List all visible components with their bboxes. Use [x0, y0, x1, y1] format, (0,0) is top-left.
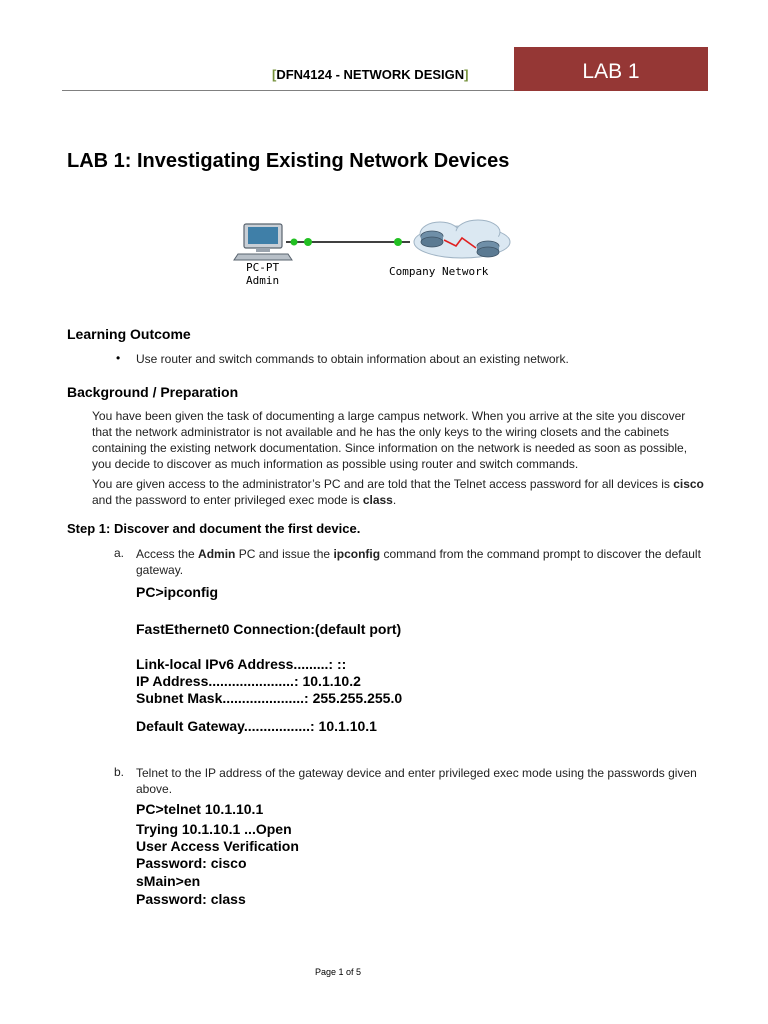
router-icon [421, 231, 443, 247]
terminal-line: Default Gateway.................: 10.1.10.1 [136, 718, 377, 734]
bracket-close: ] [464, 67, 469, 82]
step-a-text: Access the Admin PC and issue the ipconfig command from the command prompt to discover the default gateway. [136, 547, 701, 577]
lab-badge-label: LAB 1 [582, 60, 640, 83]
pc-icon [234, 224, 292, 260]
section-heading-background: Background / Preparation [67, 384, 239, 400]
lab-badge [514, 47, 708, 91]
terminal-line: User Access Verification [136, 838, 299, 854]
terminal-line: Trying 10.1.10.1 ...Open [136, 821, 292, 837]
network-diagram [200, 212, 540, 292]
terminal-line: IP Address......................: 10.1.10.2 [136, 673, 361, 689]
step-a-letter: a. [114, 546, 125, 560]
terminal-line: Password: class [136, 891, 246, 907]
link-node-right [394, 238, 402, 246]
header-rule [62, 90, 514, 91]
page-title: LAB 1: Investigating Existing Network Devices [67, 150, 510, 172]
pc-label-line1: PC-PT [246, 261, 280, 274]
terminal-line: FastEthernet0 Connection:(default port) [136, 621, 402, 637]
background-paragraph-2: You are given access to the administrator’s PC and are told that the Telnet access password for all devices is cisco and the password to enter privileged exec mode is class. [92, 477, 704, 507]
background-paragraph-1: You have been given the task of documenting a large campus network. When you arrive at the site you discover that the network administrator is not available and he has the only keys to the wiring closets and the cabinets containing the existing network documentation. Since information on the network is needed as soon as possible, you decide to discover as much information as possible using router and switch commands. [92, 409, 688, 471]
terminal-line: Subnet Mask.....................: 255.255.255.0 [136, 690, 403, 706]
bullet-icon: • [116, 351, 121, 365]
step-1-heading: Step 1: Discover and document the first device. [67, 521, 361, 536]
step-b-letter: b. [114, 765, 125, 779]
terminal-line: Link-local IPv6 Address.........: :: [136, 656, 347, 672]
bracket-open: [ [272, 67, 277, 82]
terminal-line: PC>telnet 10.1.10.1 [136, 801, 264, 817]
terminal-line: Password: cisco [136, 855, 247, 871]
terminal-line: PC>ipconfig [136, 584, 219, 600]
course-header [272, 67, 469, 82]
pc-label-line2: Admin [246, 274, 280, 287]
terminal-line: sMain>en [136, 873, 201, 889]
page-number: Page 1 of 5 [314, 967, 362, 977]
section-heading-learning-outcome: Learning Outcome [67, 326, 191, 342]
course-title: DFN4124 - NETWORK DESIGN [276, 67, 465, 82]
step-b-text: Telnet to the IP address of the gateway device and enter privileged exec mode using the passwords given above. [136, 766, 697, 796]
pc-port-light [291, 239, 298, 246]
link-node-left [304, 238, 312, 246]
network-label: Company Network [389, 265, 489, 278]
learning-outcome-bullet: Use router and switch commands to obtain information about an existing network. [136, 352, 569, 366]
router-icon [477, 241, 499, 257]
